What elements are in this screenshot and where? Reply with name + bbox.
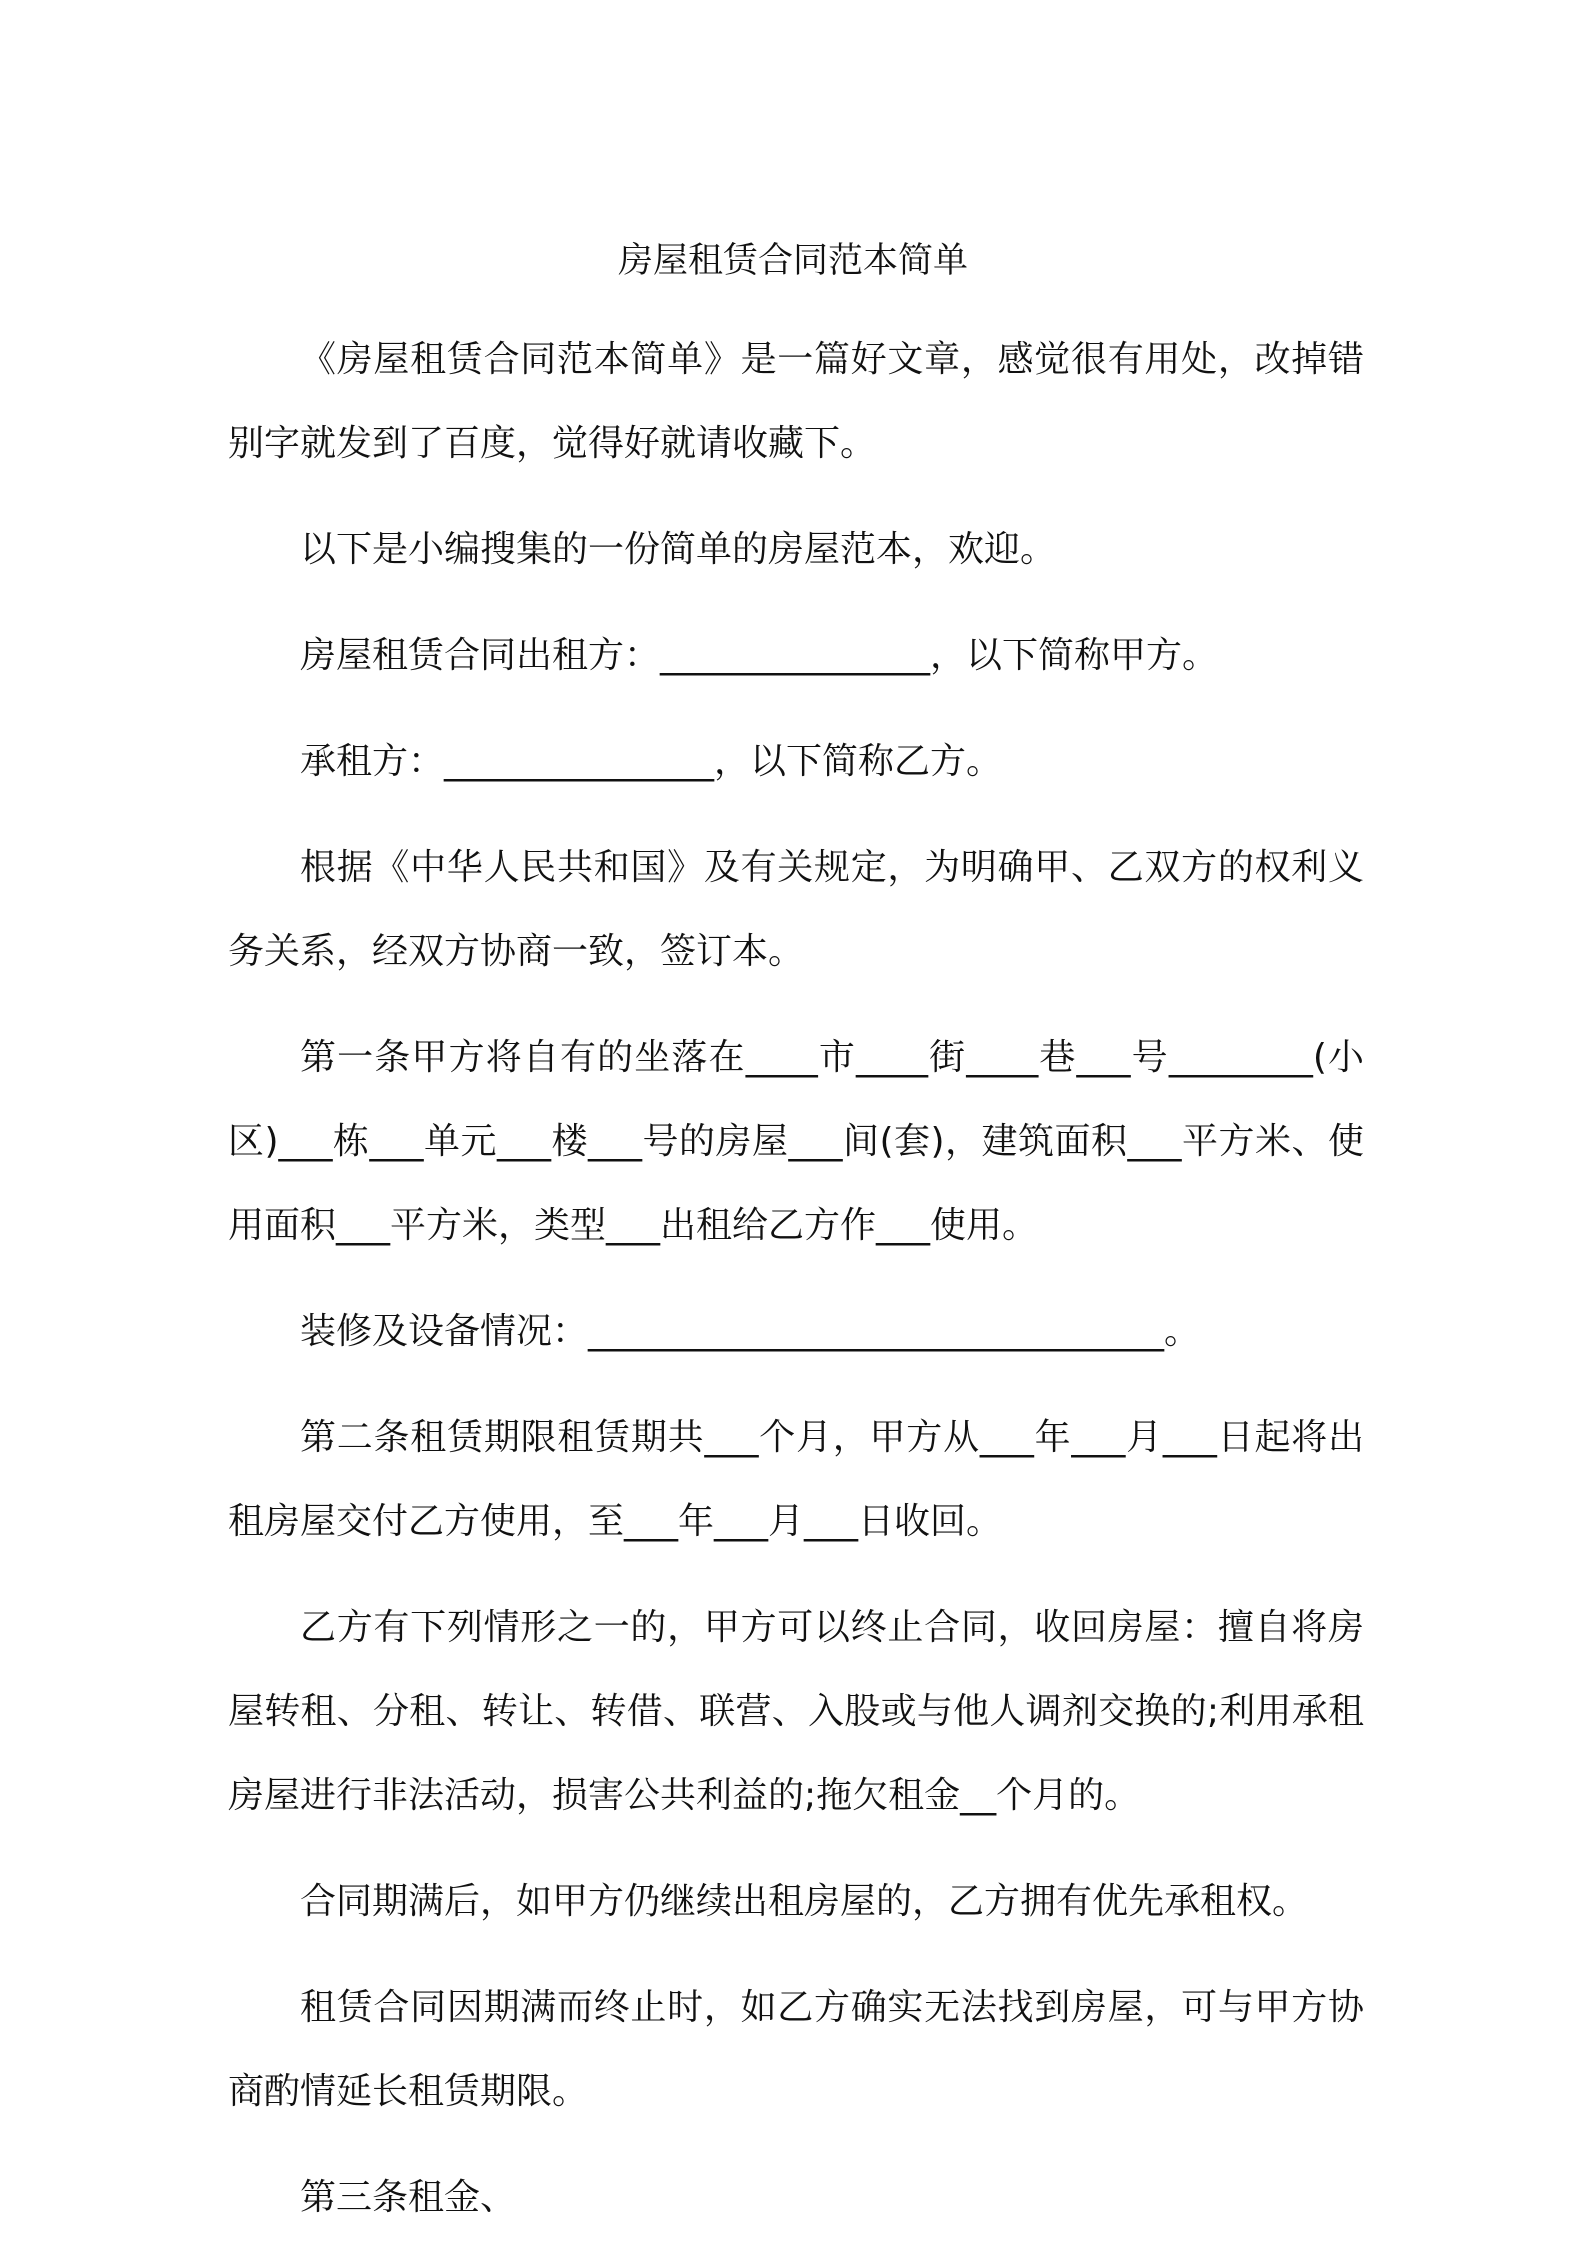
paragraph-priority: 合同期满后，如甲方仍继续出租房屋的，乙方拥有优先承租权。 [300,1881,1309,1922]
paragraph-article-1: 第一条甲方将自有的坐落在____市____街____巷___号________(小区)___栋___单元___楼___号的房屋___间(套)，建筑面积___平方米、使用面积___平方米，类型___出租给乙方作___使用。 [228,1037,1364,1246]
paragraph-intro: 《房屋租赁合同范本简单》是一篇好文章，感觉很有用处，改掉错别字就发到了百度，觉得好就请收藏下。 [228,339,1364,464]
paragraph-lessee: 承租方：_______________，以下简称乙方。 [300,741,1003,782]
paragraph-extension: 租赁合同因期满而终止时，如乙方确实无法找到房屋，可与甲方协商酌情延长租赁期限。 [228,1987,1364,2112]
paragraph-article-2: 第二条租赁期限租赁期共___个月，甲方从___年___月___日起将出租房屋交付乙方使用，至___年___月___日收回。 [228,1417,1364,1542]
paragraph-basis: 根据《中华人民共和国》及有关规定，为明确甲、乙双方的权利义务关系，经双方协商一致，签订本。 [228,847,1364,972]
paragraph-decoration: 装修及设备情况：________________________________。 [300,1311,1201,1352]
document-body [228,318,1364,2262]
paragraph-termination: 乙方有下列情形之一的，甲方可以终止合同，收回房屋：擅自将房屋转租、分租、转让、转借、联营、入股或与他人调剂交换的;利用承租房屋进行非法活动，损害公共利益的;拖欠租金__个月的。 [228,1607,1364,1816]
document-title: 房屋租赁合同范本简单 [617,241,968,281]
paragraph-article-3: 第三条租金、 [300,2177,517,2218]
paragraph-welcome: 以下是小编搜集的一份简单的房屋范本，欢迎。 [300,529,1057,570]
paragraph-lessor: 房屋租赁合同出租方：_______________，以下简称甲方。 [300,635,1219,676]
